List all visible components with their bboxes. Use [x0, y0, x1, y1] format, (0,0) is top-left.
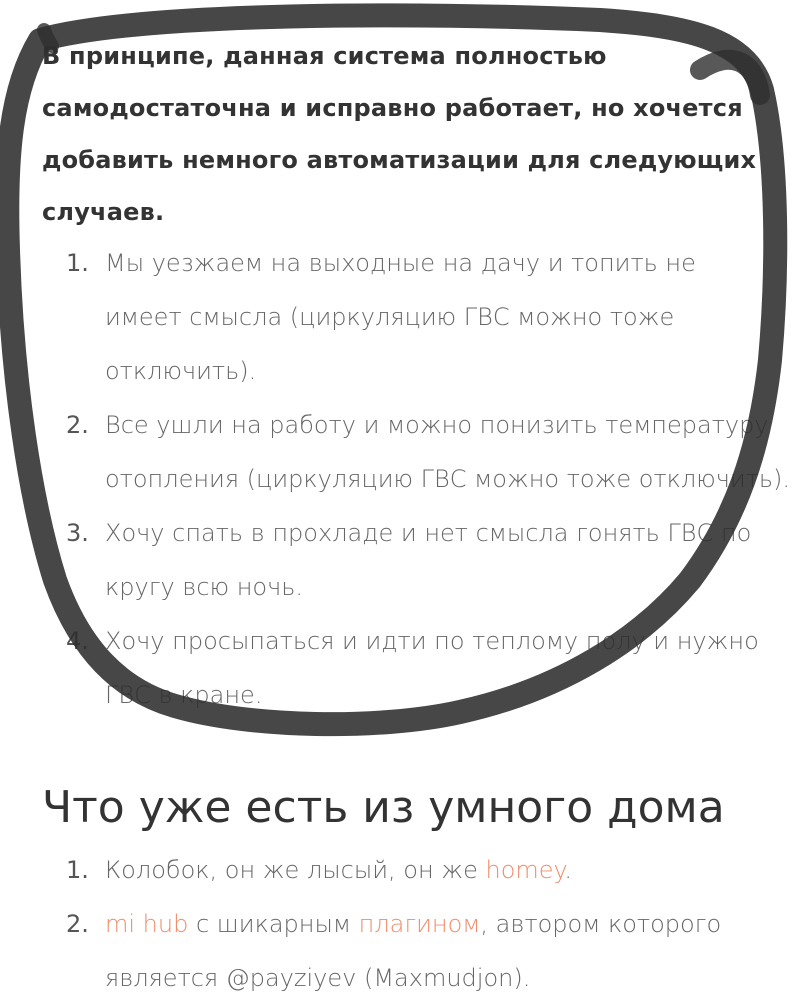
list-item-number: 2. [66, 411, 89, 439]
list-item [105, 236, 696, 398]
list-item-line: является @payziyev (Maxmudjon). [105, 964, 531, 992]
intro-line: добавить немного автоматизации для следующих [42, 146, 757, 174]
intro-line: случаев. [42, 198, 165, 226]
list-item-text: с шикарным [188, 910, 359, 938]
intro-line: самодостаточна и исправно работает, но хочется [42, 94, 743, 122]
list-item-number: 3. [66, 519, 89, 547]
list-item-number: 2. [66, 910, 89, 938]
list-item-line [105, 843, 572, 897]
section-heading: Что уже есть из умного дома [42, 782, 725, 833]
list-item [105, 897, 721, 1000]
list-item [105, 614, 759, 722]
list-item-line: кругу всю ночь. [105, 573, 304, 601]
intro-paragraph [42, 30, 757, 238]
mi-hub-link[interactable]: mi hub [105, 910, 189, 938]
list-item-text: Колобок, он же лысый, он же [105, 856, 486, 884]
homey-link[interactable]: homey [485, 856, 565, 884]
list-item-line: Мы уезжаем на выходные на дачу и топить не [105, 249, 696, 277]
list-item-line: отключить). [105, 357, 257, 385]
list-item-line [105, 897, 721, 951]
list-item [105, 398, 790, 506]
list-item-text: . [564, 856, 572, 884]
list-item-text: , автором которого [480, 910, 722, 938]
intro-line: В принципе, данная система полностью [42, 42, 607, 70]
list-item-number: 4. [66, 627, 89, 655]
list-item-line: отопления (циркуляцию ГВС можно тоже отключить). [105, 465, 791, 493]
list-item-number: 1. [66, 856, 89, 884]
list-item [105, 506, 751, 614]
list-item [105, 843, 572, 897]
list-item-line: имеет смысла (циркуляцию ГВС можно тоже [105, 303, 675, 331]
list-item-number: 1. [66, 249, 89, 277]
list-item-line: Хочу просыпаться и идти по теплому полу и нужно [105, 627, 759, 655]
list-item-line: Все ушли на работу и можно понизить температуру [105, 411, 769, 439]
plugin-link[interactable]: плагином [358, 910, 481, 938]
list-item-line: ГВС в кране. [105, 681, 263, 709]
list-item-line: Хочу спать в прохладе и нет смысла гонять ГВС по [105, 519, 752, 547]
